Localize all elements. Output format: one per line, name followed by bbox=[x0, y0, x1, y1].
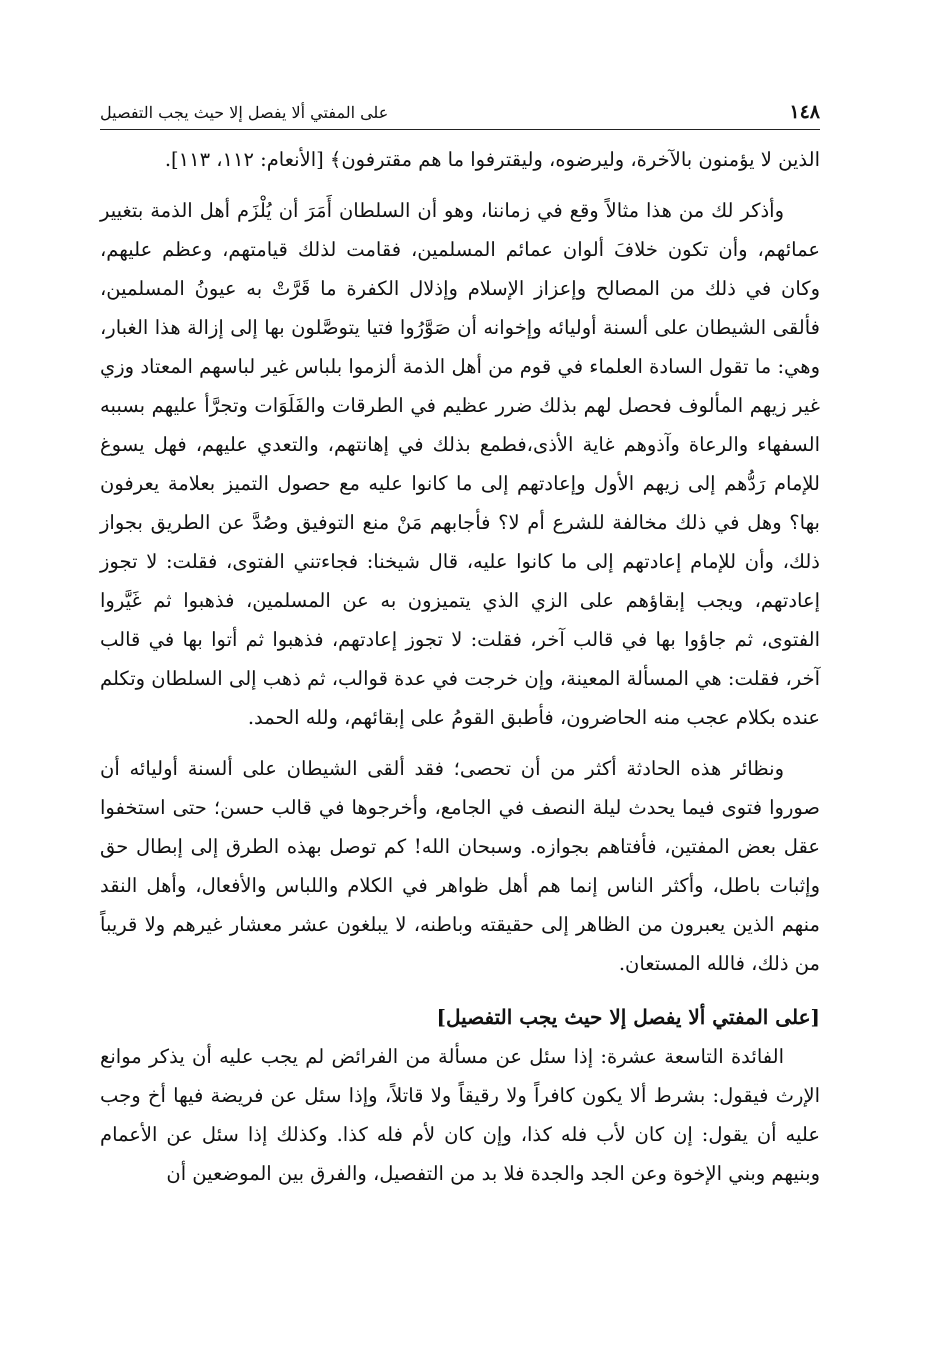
paragraph-nineteenth-benefit: الفائدة التاسعة عشرة: إذا سئل عن مسألة من الفرائض لم يجب عليه أن يذكر موانع الإرث فيقول: بشرط ألا يكون كافراً ولا رقيقاً ولا قاتلاً، وإذا سئل عن فريضة فيها أخ وجب عليه أن يقول: إن كان لأب فله كذا، وإن كان لأم فله كذا. وكذلك إذا سئل عن الأعمام وبنيهم وبني الإخوة وعن الجد والجدة فلا بد من التفصيل، والفرق بين الموضعين أن bbox=[100, 1045, 820, 1185]
running-header bbox=[100, 95, 820, 130]
paragraph-quran-verse-end: الذين لا يؤمنون بالآخرة، وليرضوه، وليقترفوا ما هم مقترفون﴾ [الأنعام: ١١٢، ١١٣]. bbox=[164, 148, 820, 171]
section-heading: [على المفتي ألا يفصل إلا حيث يجب التفصيل] bbox=[436, 1005, 820, 1029]
body-text bbox=[100, 140, 820, 1193]
page-number: ١٤٨ bbox=[789, 101, 820, 123]
book-page bbox=[100, 95, 820, 1193]
paragraph-sultan-example: وأذكر لك من هذا مثالاً وقع في زماننا، وهو أن السلطان أَمَرَ أن يُلْزَم أهل الذمة بتغيير عمائهم، وأن تكون خلافَ ألوان عمائم المسلمين، فقامت لذلك قيامتهم، وعظم عليهم، وكان في ذلك من المصالح وإعزاز الإسلام وإذلال الكفرة ما قَرَّتْ به عيونُ المسلمين، فألقى الشيطان على ألسنة أوليائه وإخوانه أن صَوَّرُوا فتيا يتوصَّلون بها إلى إزالة هذا الغبار، وهي: ما تقول السادة العلماء في قوم من أهل الذمة ألزموا بلباس غير لباسهم المعتاد وزي غير زيهم المألوف فحصل لهم بذلك ضرر عظيم في الطرقات والفَلَوَات وتجرَّأ عليهم بسببه السفهاء والرعاة وآذوهم غاية الأذى،فطمع بذلك في إهانتهم، والتعدي عليهم، فهل يسوغ للإمام رَدُّهم إلى زيهم الأول وإعادتهم إلى ما كانوا عليه مع حصول التميز بعلامة يعرفون بها؟ وهل في ذلك مخالفة للشرع أم لا؟ فأجابهم مَنْ منع التوفيق وصُدَّ عن الطريق بجواز ذلك، وأن للإمام إعادتهم إلى ما كانوا عليه، قال شيخنا: فجاءتني الفتوى، فقلت: لا تجوز إعادتهم، ويجب إبقاؤهم على الزي الذي يتميزون به عن المسلمين، فذهبوا ثم غَيَّروا الفتوى، ثم جاؤوا بها في قالب آخر، فقلت: لا تجوز إعادتهم، فذهبوا ثم أتوا بها في قالب آخر، فقلت: هي المسألة المعينة، وإن خرجت في عدة قوالب، ثم ذهب إلى السلطان وتكلم عنده بكلام عجب منه الحاضرون، فأطبق القومُ على إبقائهم، ولله الحمد. bbox=[100, 199, 820, 729]
running-title: على المفتي ألا يفصل إلا حيث يجب التفصيل bbox=[100, 102, 389, 122]
paragraph-similar-incidents: ونظائر هذه الحادثة أكثر من أن تحصى؛ فقد ألقى الشيطان على ألسنة أوليائه أن صوروا فتوى فيما يحدث ليلة النصف في الجامع، وأخرجوها في قالب حسن؛ حتى استخفوا عقل بعض المفتين، فأفتاهم بجوازه. وسبحان الله! كم توصل بهذه الطرق إلى إبطال حق وإثبات باطل، وأكثر الناس إنما هم أهل ظواهر في الكلام واللباس والأفعال، وأهل النقد منهم الذين يعبرون من الظاهر إلى حقيقته وباطنه، لا يبلغون عشر معشار غيرهم ولا قريباً من ذلك، فالله المستعان. bbox=[100, 757, 820, 975]
